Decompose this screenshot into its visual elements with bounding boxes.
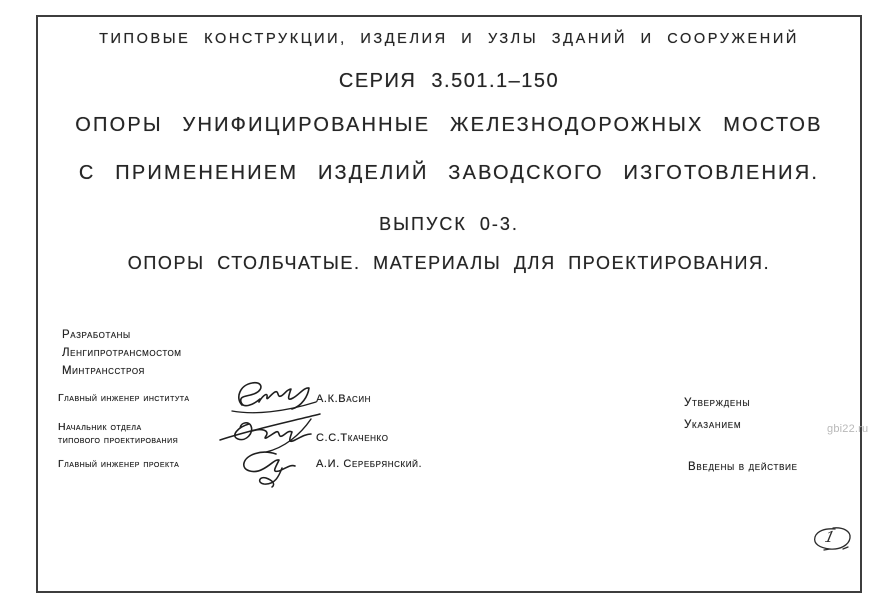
sheet-number-digit: 1 [823,528,837,546]
sheet-number-badge [810,523,854,555]
approval-by-label: Указанием [684,419,742,431]
series-number-line: СЕРИЯ 3.501.1–150 [338,70,560,92]
developed-by-line-1: Разработаны [62,329,131,341]
title-line-1: ОПОРЫ УНИФИЦИРОВАННЫЕ ЖЕЛЕЗНОДОРОЖНЫХ МОСТОВ [75,114,823,136]
watermark-text: gbi22.ru [827,423,869,435]
developed-by-block [62,326,182,380]
drawing-frame-border [36,15,862,593]
approval-effective-label: Введены в действие [688,461,798,473]
role-label-line: Главный инженер института [58,392,190,404]
title-line-2: С ПРИМЕНЕНИЕМ ИЗДЕЛИЙ ЗАВОДСКОГО ИЗГОТОВЛЕНИЯ. [78,162,820,184]
signatory-role-head-of-typical-design [58,421,178,446]
role-label-line: Главный инженер проекта [58,458,180,470]
issue-number-line: ВЫПУСК 0-3. [379,214,519,234]
role-label-line: типового проектирования [58,433,179,446]
role-label-line: Начальник отдела [58,421,142,433]
document-header-line: ТИПОВЫЕ КОНСТРУКЦИИ, ИЗДЕЛИЯ И УЗЛЫ ЗДАНИЙ И СООРУЖЕНИЙ [99,31,799,47]
developed-by-line-3: Минтрансстроя [62,365,145,377]
subtitle-line: ОПОРЫ СТОЛБЧАТЫЕ. МАТЕРИАЛЫ ДЛЯ ПРОЕКТИРОВАНИЯ. [127,253,771,273]
signatory-role-chief-engineer-institute [58,392,190,405]
signature-scribble-serebryansky [231,447,305,494]
signatory-name-vasin: А.К.Васин [316,393,372,405]
signatory-name-serebryansky: А.И. Серебрянский. [316,458,423,470]
approval-approved-label: Утверждены [684,397,751,409]
signatory-name-tkachenko: С.С.Ткаченко [316,432,389,444]
signatory-role-chief-project-engineer [58,458,179,471]
developed-by-line-2: Ленгипротрансмостом [62,347,182,359]
